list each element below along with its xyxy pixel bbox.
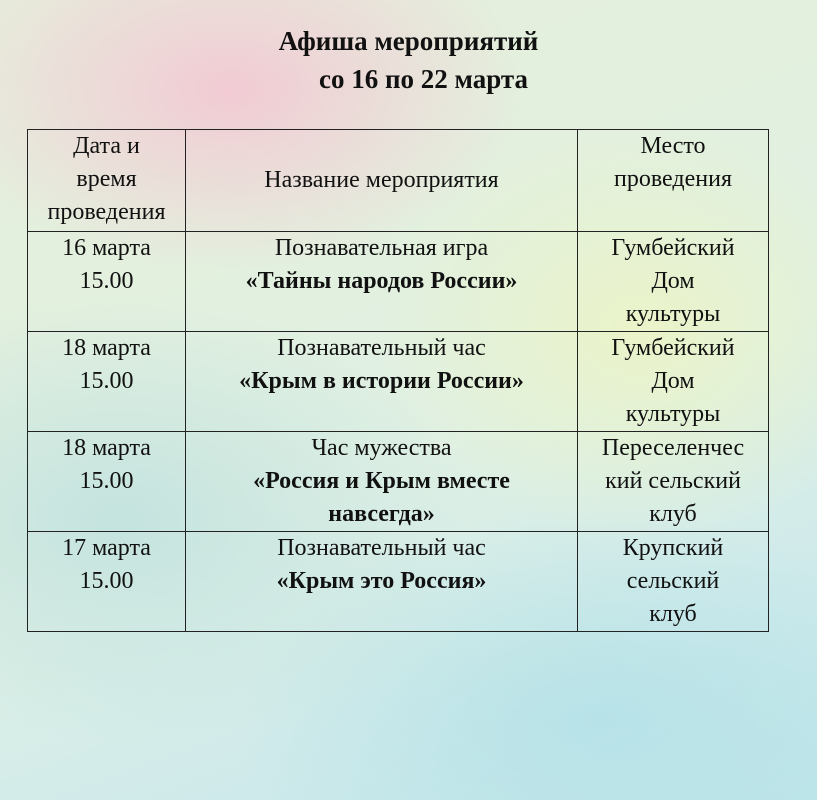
event-title: «Крым это Россия» (276, 568, 487, 594)
event-time: 15.00 (79, 368, 134, 394)
venue-line: сельский (626, 568, 720, 594)
header-date-line-1: Дата и (73, 133, 140, 159)
venue-line: клуб (649, 501, 697, 527)
venue-line: Дом (651, 268, 695, 294)
event-venue-cell (578, 532, 769, 632)
header-event-name-label: Название мероприятия (264, 167, 499, 193)
title-line-2: со 16 по 22 марта (319, 64, 528, 94)
event-date: 18 марта (62, 335, 151, 361)
event-time: 15.00 (79, 568, 134, 594)
event-title: «Тайны народов России» (245, 268, 518, 294)
table-row (28, 232, 769, 332)
table-row (28, 332, 769, 432)
events-table (27, 129, 769, 632)
event-date-cell (28, 532, 186, 632)
event-venue-cell (578, 232, 769, 332)
page-title (0, 22, 817, 98)
event-name-cell (186, 532, 578, 632)
header-date-line-3: проведения (47, 199, 166, 225)
header-venue (578, 130, 769, 232)
header-venue-line-1: Место (640, 133, 706, 159)
header-date-line-2: время (76, 166, 137, 192)
venue-line: Переселенчес (601, 435, 745, 461)
event-type: Познавательная игра (274, 235, 489, 261)
venue-line: культуры (625, 401, 721, 427)
event-name-cell (186, 232, 578, 332)
venue-line: культуры (625, 301, 721, 327)
venue-line: Дом (651, 368, 695, 394)
event-name-cell (186, 432, 578, 532)
venue-line: кий сельский (605, 468, 741, 494)
event-date-cell (28, 432, 186, 532)
event-time: 15.00 (79, 268, 134, 294)
event-title: «Крым в истории России» (239, 368, 524, 394)
table-header-row (28, 130, 769, 232)
header-venue-line-2: проведения (614, 166, 732, 192)
event-date-cell (28, 332, 186, 432)
venue-line: Крупский (622, 535, 724, 561)
header-date-time (28, 130, 186, 232)
event-date: 18 марта (62, 435, 151, 461)
event-type: Час мужества (311, 435, 452, 461)
venue-line: Гумбейский (611, 235, 735, 261)
event-name-cell (186, 332, 578, 432)
event-date: 16 марта (62, 235, 151, 261)
venue-line: клуб (649, 601, 697, 627)
venue-line: Гумбейский (611, 335, 735, 361)
event-type: Познавательный час (277, 335, 486, 361)
header-event-name (186, 130, 578, 232)
event-venue-cell (578, 332, 769, 432)
event-title: «Россия и Крым вместе навсегда» (253, 468, 510, 527)
event-time: 15.00 (79, 468, 134, 494)
table-row (28, 532, 769, 632)
table-row (28, 432, 769, 532)
event-date: 17 марта (62, 535, 151, 561)
event-date-cell (28, 232, 186, 332)
event-venue-cell (578, 432, 769, 532)
event-type: Познавательный час (277, 535, 486, 561)
title-line-1: Афиша мероприятий (278, 26, 539, 56)
